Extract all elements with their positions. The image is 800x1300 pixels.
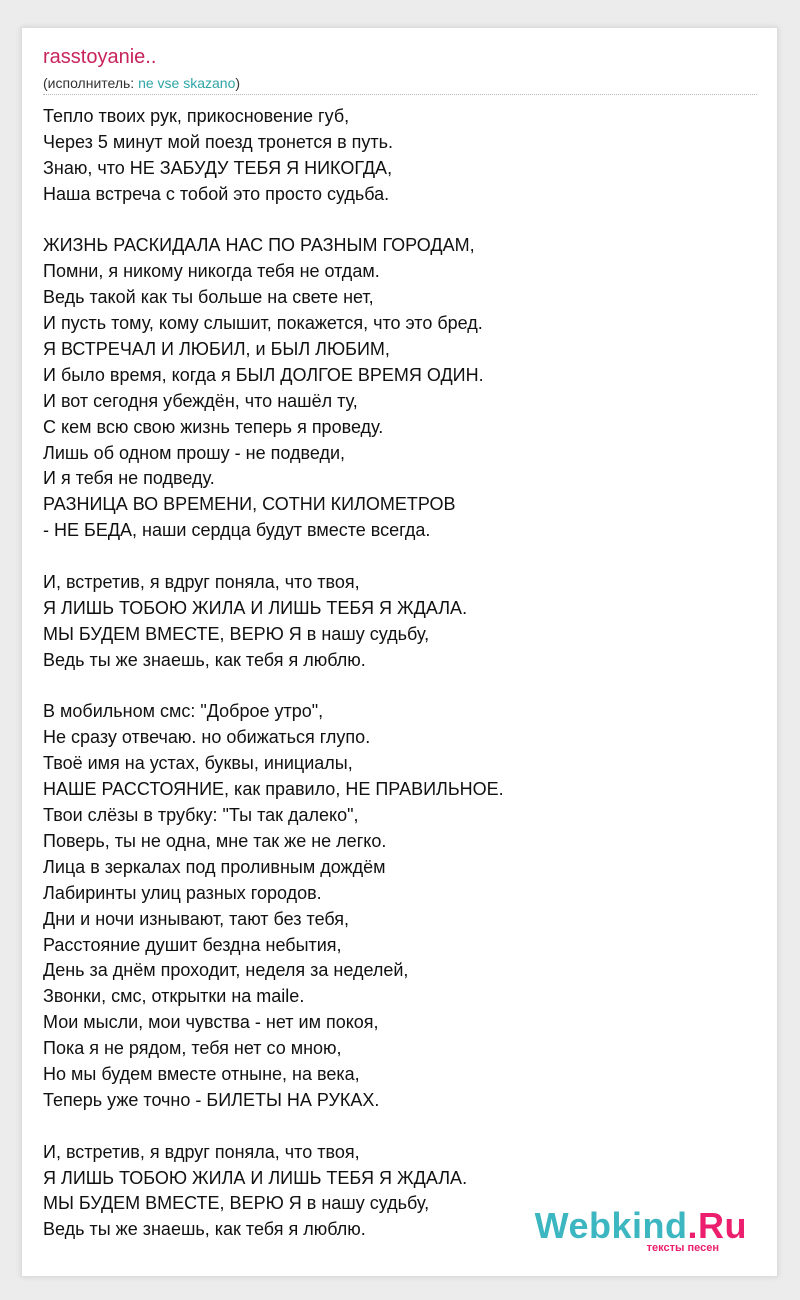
lyric-line: Ведь ты же знаешь, как тебя я люблю. xyxy=(43,649,366,670)
lyric-line: Я ЛИШЬ ТОБОЮ ЖИЛА И ЛИШЬ ТЕБЯ Я ЖДАЛА. xyxy=(43,597,468,618)
lyric-line: МЫ БУДЕМ ВМЕСТЕ, ВЕРЮ Я в нашу судьбу, xyxy=(43,1193,430,1214)
logo-subtitle: тексты песен xyxy=(646,1242,719,1254)
logo-tld: .Ru xyxy=(687,1205,747,1246)
artist-prefix: (исполнитель: xyxy=(43,75,139,91)
lyric-line: - НЕ БЕДА, наши сердца будут вместе всегда. xyxy=(43,520,431,541)
lyric-line: Наша встреча с тобой это просто судьба. xyxy=(43,183,390,204)
lyric-line: Лабиринты улиц разных городов. xyxy=(43,882,322,903)
lyric-line: Ведь ты же знаешь, как тебя я люблю. xyxy=(43,1219,366,1240)
lyric-line: И вот сегодня убеждён, что нашёл ту, xyxy=(43,390,358,411)
artist-link[interactable]: ne vse skazano xyxy=(138,75,236,91)
lyric-line: ЖИЗНЬ РАСКИДАЛА НАС ПО РАЗНЫМ ГОРОДАМ, xyxy=(43,235,475,256)
lyrics-card xyxy=(21,27,778,1277)
lyric-line: Через 5 минут мой поезд тронется в путь. xyxy=(43,131,394,152)
stanza-gap xyxy=(43,674,763,700)
lyric-line: И было время, когда я БЫЛ ДОЛГОЕ ВРЕМЯ ОДИН. xyxy=(43,364,484,385)
lyric-line: Я ВСТРЕЧАЛ И ЛЮБИЛ, и БЫЛ ЛЮБИМ, xyxy=(43,339,390,360)
lyric-line: И, встретив, я вдруг поняла, что твоя, xyxy=(43,572,360,593)
lyric-line: Тепло твоих рук, прикосновение губ, xyxy=(43,106,350,126)
lyric-line: Лишь об одном прошу - не подведи, xyxy=(43,442,346,463)
lyric-line: Не сразу отвечаю. но обижаться глупо. xyxy=(43,727,371,748)
lyric-line: Теперь уже точно - БИЛЕТЫ НА РУКАХ. xyxy=(43,1089,380,1110)
lyric-line: НАШЕ РАССТОЯНИЕ, как правило, НЕ ПРАВИЛЬНОЕ. xyxy=(43,779,504,800)
lyric-line: Поверь, ты не одна, мне так же не легко. xyxy=(43,830,387,851)
lyric-line: Пока я не рядом, тебя нет со мною, xyxy=(43,1038,342,1059)
lyrics-text xyxy=(43,104,763,1243)
lyric-line: Мои мысли, мои чувства - нет им покоя, xyxy=(43,1012,379,1033)
title-divider xyxy=(43,94,757,95)
artist-suffix: ) xyxy=(235,75,241,91)
lyric-line: Но мы будем вместе отныне, на века, xyxy=(43,1063,360,1084)
lyric-line: Лица в зеркалах под проливным дождём xyxy=(43,856,386,877)
stanza-gap xyxy=(43,1114,763,1140)
lyric-line: Я ЛИШЬ ТОБОЮ ЖИЛА И ЛИШЬ ТЕБЯ Я ЖДАЛА. xyxy=(43,1167,468,1188)
lyric-line: Знаю, что НЕ ЗАБУДУ ТЕБЯ Я НИКОГДА, xyxy=(43,157,393,178)
stanza-gap xyxy=(43,208,763,234)
lyric-line: МЫ БУДЕМ ВМЕСТЕ, ВЕРЮ Я в нашу судьбу, xyxy=(43,623,430,644)
artist-line xyxy=(43,75,240,91)
lyric-line: И я тебя не подведу. xyxy=(43,468,215,489)
lyric-line: РАЗНИЦА ВО ВРЕМЕНИ, СОТНИ КИЛОМЕТРОВ xyxy=(43,494,456,515)
lyric-line: И пусть тому, кому слышит, покажется, что это бред. xyxy=(43,313,483,334)
lyric-line: Помни, я никому никогда тебя не отдам. xyxy=(43,261,380,282)
lyric-line: Дни и ночи изнывают, тают без тебя, xyxy=(43,908,350,929)
logo-name: Webkind xyxy=(534,1205,688,1246)
lyric-line: Звонки, смс, открытки на maile. xyxy=(43,986,305,1007)
webkind-logo[interactable] xyxy=(534,1205,747,1254)
lyric-line: День за днём проходит, неделя за неделей, xyxy=(43,960,409,981)
lyric-line: Расстояние душит бездна небытия, xyxy=(43,934,342,955)
stanza-gap xyxy=(43,544,763,570)
lyric-line: Твои слёзы в трубку: "Ты так далеко", xyxy=(43,805,359,826)
logo-wordmark xyxy=(534,1205,747,1246)
lyric-line: И, встретив, я вдруг поняла, что твоя, xyxy=(43,1141,360,1162)
song-title: rasstoyanie.. xyxy=(43,46,157,68)
lyric-line: С кем всю свою жизнь теперь я проведу. xyxy=(43,416,384,437)
lyric-line: В мобильном смс: "Доброе утро", xyxy=(43,701,324,722)
lyric-line: Твоё имя на устах, буквы, инициалы, xyxy=(43,753,353,774)
lyric-line: Ведь такой как ты больше на свете нет, xyxy=(43,287,374,308)
